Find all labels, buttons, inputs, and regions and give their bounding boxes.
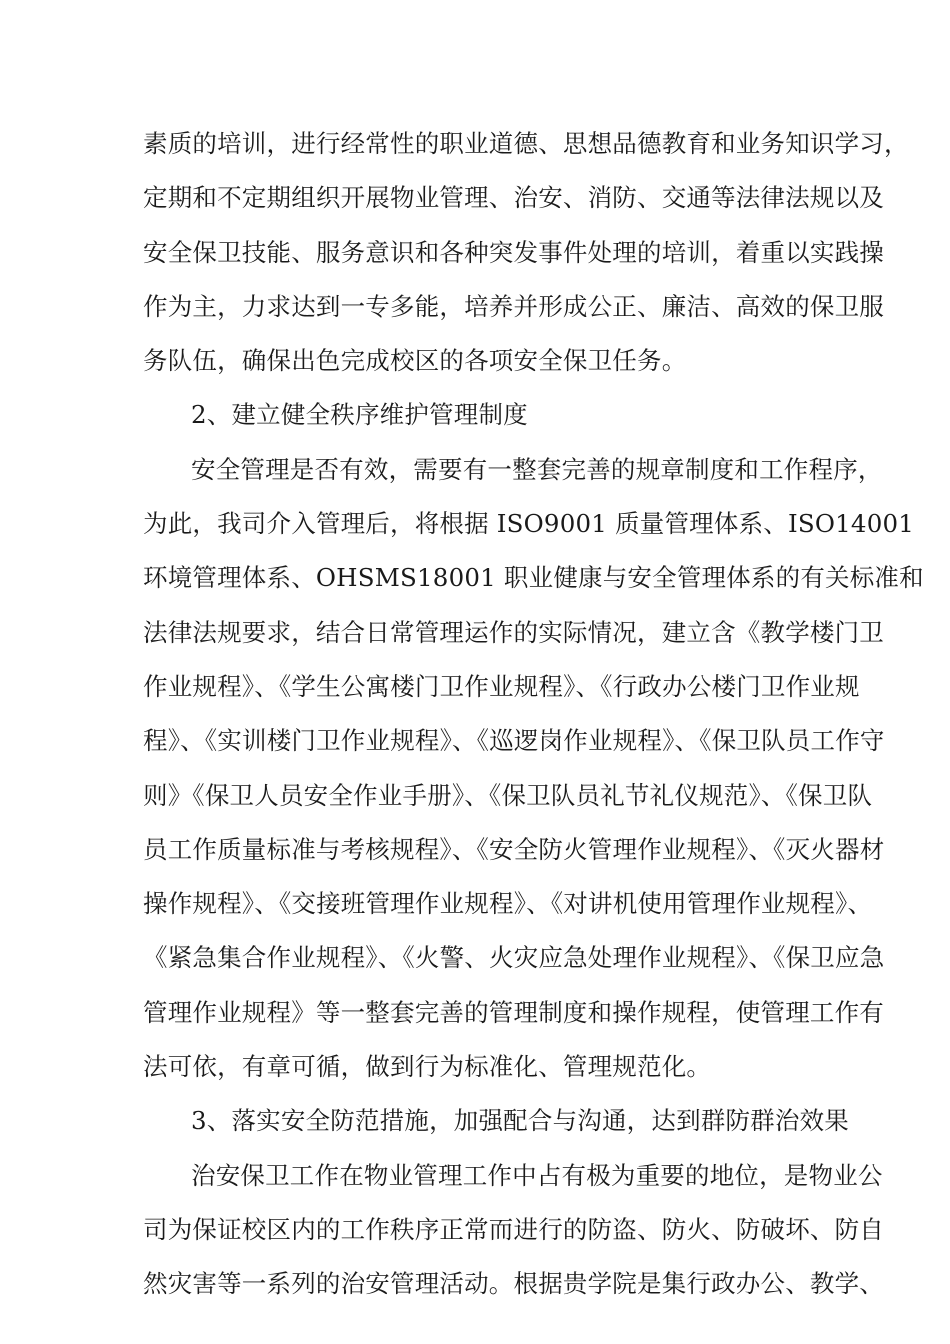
heading-text: 3、落实安全防范措施，加强配合与沟通，达到群防群治效果 <box>191 1106 849 1136</box>
text-line: 安全保卫技能、服务意识和各种突发事件处理的培训，着重以实践操 <box>143 237 884 267</box>
text-line: 务队伍，确保出色完成校区的各项安全保卫任务。 <box>143 346 687 376</box>
text-line: 法可依，有章可循，做到行为标准化、管理规范化。 <box>143 1052 712 1082</box>
text-line: 《紧急集合作业规程》、《火警、火灾应急处理作业规程》、《保卫应急 <box>143 943 885 973</box>
text-line: 作业规程》、《学生公寓楼门卫作业规程》、《行政办公楼门卫作业规 <box>143 671 860 701</box>
section-heading-2 <box>143 388 807 442</box>
heading-text: 2、建立健全秩序维护管理制度 <box>191 400 528 430</box>
paragraph-security-work <box>143 1149 884 1312</box>
document-body <box>143 117 924 1312</box>
paragraph-management-system <box>143 443 924 1095</box>
text-line: 为此，我司介入管理后，将根据 ISO9001 质量管理体系、ISO14001 <box>143 509 915 539</box>
text-line: 司为保证校区内的工作秩序正常而进行的防盗、防火、防破坏、防自 <box>143 1214 884 1244</box>
text-line: 管理作业规程》等一整套完善的管理制度和操作规程，使管理工作有 <box>143 997 884 1027</box>
text-line: 则》《保卫人员安全作业手册》、《保卫队员礼节礼仪规范》、《保卫队 <box>143 780 873 810</box>
text-line: 素质的培训，进行经常性的职业道德、思想品德教育和业务知识学习， <box>143 129 909 158</box>
text-line: 程》、《实训楼门卫作业规程》、《巡逻岗作业规程》、《保卫队员工作守 <box>143 726 885 756</box>
text-line: 安全管理是否有效，需要有一整套完善的规章制度和工作程序， <box>191 454 883 484</box>
paragraph-training-continued <box>143 117 909 388</box>
text-line: 定期和不定期组织开展物业管理、治安、消防、交通等法律法规以及 <box>143 183 884 213</box>
text-line: 作为主，力求达到一专多能，培养并形成公正、廉洁、高效的保卫服 <box>143 291 884 321</box>
text-line: 员工作质量标准与考核规程》、《安全防火管理作业规程》、《灭火器材 <box>143 834 885 864</box>
text-line: 环境管理体系、OHSMS18001 职业健康与安全管理体系的有关标准和 <box>143 563 924 593</box>
text-line: 法律法规要求，结合日常管理运作的实际情况，建立含《教学楼门卫 <box>143 617 884 647</box>
text-line: 然灾害等一系列的治安管理活动。根据贵学院是集行政办公、教学、 <box>143 1269 884 1299</box>
section-heading-3 <box>143 1094 849 1148</box>
text-line: 操作规程》、《交接班管理作业规程》、《对讲机使用管理作业规程》、 <box>143 889 873 919</box>
text-line: 治安保卫工作在物业管理工作中占有极为重要的地位，是物业公 <box>191 1160 883 1190</box>
